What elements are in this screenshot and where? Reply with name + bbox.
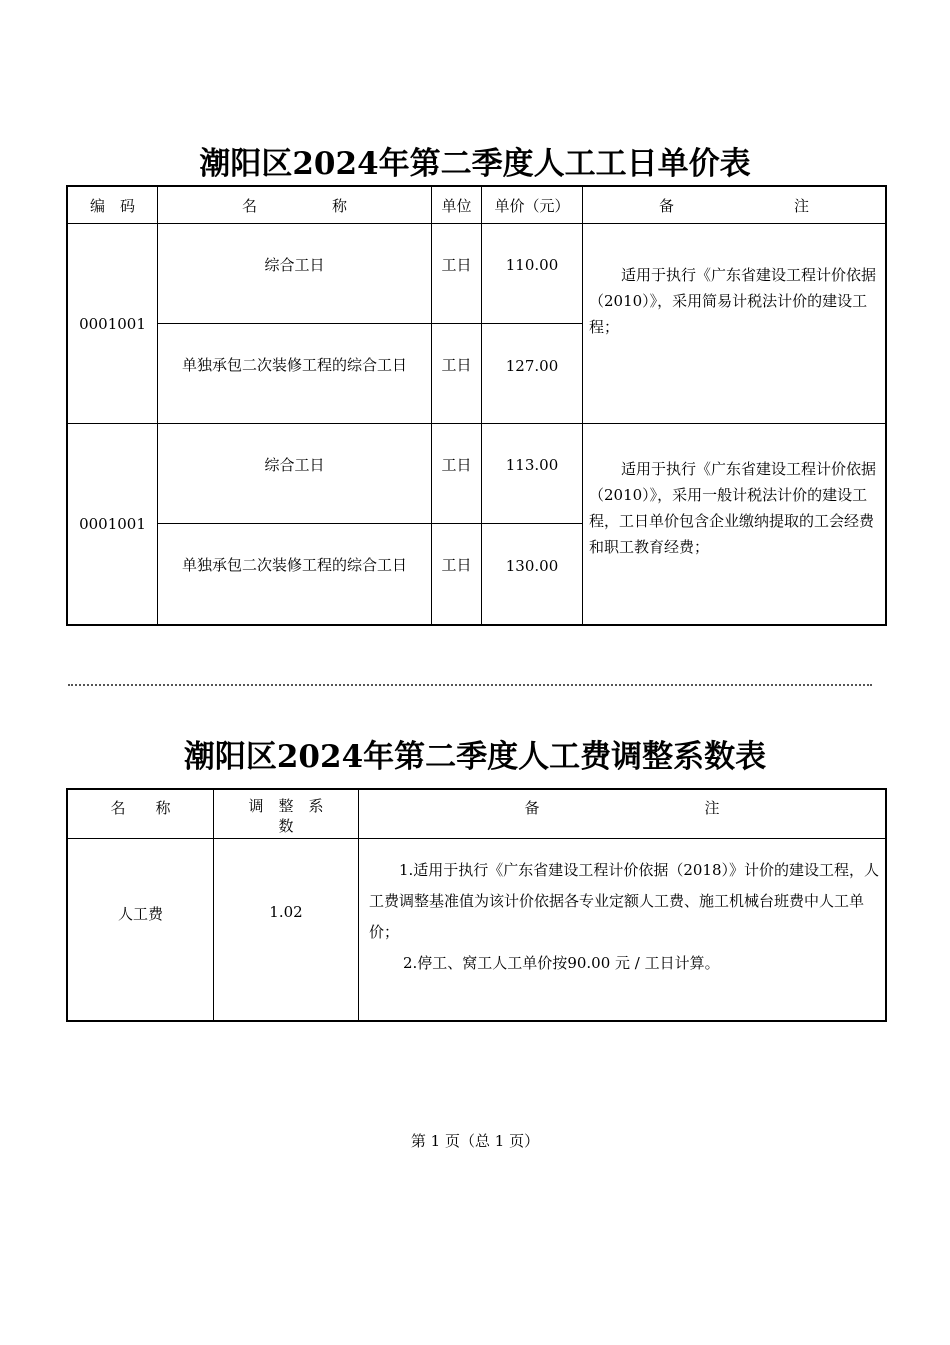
- row-code: 0001001: [68, 424, 158, 625]
- unit-price-table: [67, 186, 886, 625]
- header-note: 备 注: [359, 790, 886, 839]
- row-note: 1.适用于执行《广东省建设工程计价依据（2018）》计价的建设工程，人工费调整基准值为该计价依据各专业定额人工费、施工机械台班费中人工单价； 2.停工、窝工人工单价按90.00 元 / 工日计算。: [359, 839, 886, 1021]
- header-unit: 单位: [432, 187, 482, 224]
- row-name: 单独承包二次装修工程的综合工日: [158, 524, 432, 625]
- header-code: 编 码: [68, 187, 158, 224]
- adjustment-coefficient-table: [67, 789, 886, 1021]
- row-coefficient: 1.02: [214, 839, 359, 1021]
- row-price: 110.00: [482, 224, 583, 324]
- row-note: 适用于执行《广东省建设工程计价依据（2010）》，采用简易计税法计价的建设工程；: [583, 224, 886, 424]
- row-unit: 工日: [432, 224, 482, 324]
- row-unit: 工日: [432, 524, 482, 625]
- table-header-row: [68, 187, 886, 224]
- header-name: 名 称: [158, 187, 432, 224]
- page-title-adjustment: 潮阳区2024年第二季度人工费调整系数表: [183, 739, 767, 775]
- table-row: [68, 839, 886, 1021]
- row-price: 130.00: [482, 524, 583, 625]
- header-price: 单价（元）: [482, 187, 583, 224]
- header-coefficient: 调 整 系 数: [214, 790, 359, 839]
- page-title-unit-price: 潮阳区2024年第二季度人工工日单价表: [199, 146, 751, 182]
- header-name: 名 称: [68, 790, 214, 839]
- row-name: 综合工日: [158, 424, 432, 524]
- row-price: 127.00: [482, 324, 583, 424]
- table-row: [68, 424, 886, 524]
- row-name: 综合工日: [158, 224, 432, 324]
- header-note: 备 注: [583, 187, 886, 224]
- row-code: 0001001: [68, 224, 158, 424]
- table-row: [68, 224, 886, 324]
- row-unit: 工日: [432, 424, 482, 524]
- row-name: 单独承包二次装修工程的综合工日: [158, 324, 432, 424]
- page-number: 第 1 页（总 1 页）: [410, 1132, 540, 1150]
- row-price: 113.00: [482, 424, 583, 524]
- row-unit: 工日: [432, 324, 482, 424]
- row-name: 人工费: [68, 839, 214, 1021]
- row-note: 适用于执行《广东省建设工程计价依据（2010）》，采用一般计税法计价的建设工程，工日单价包含企业缴纳提取的工会经费和职工教育经费；: [583, 424, 886, 625]
- section-divider: [68, 684, 872, 686]
- table-header-row: [68, 790, 886, 839]
